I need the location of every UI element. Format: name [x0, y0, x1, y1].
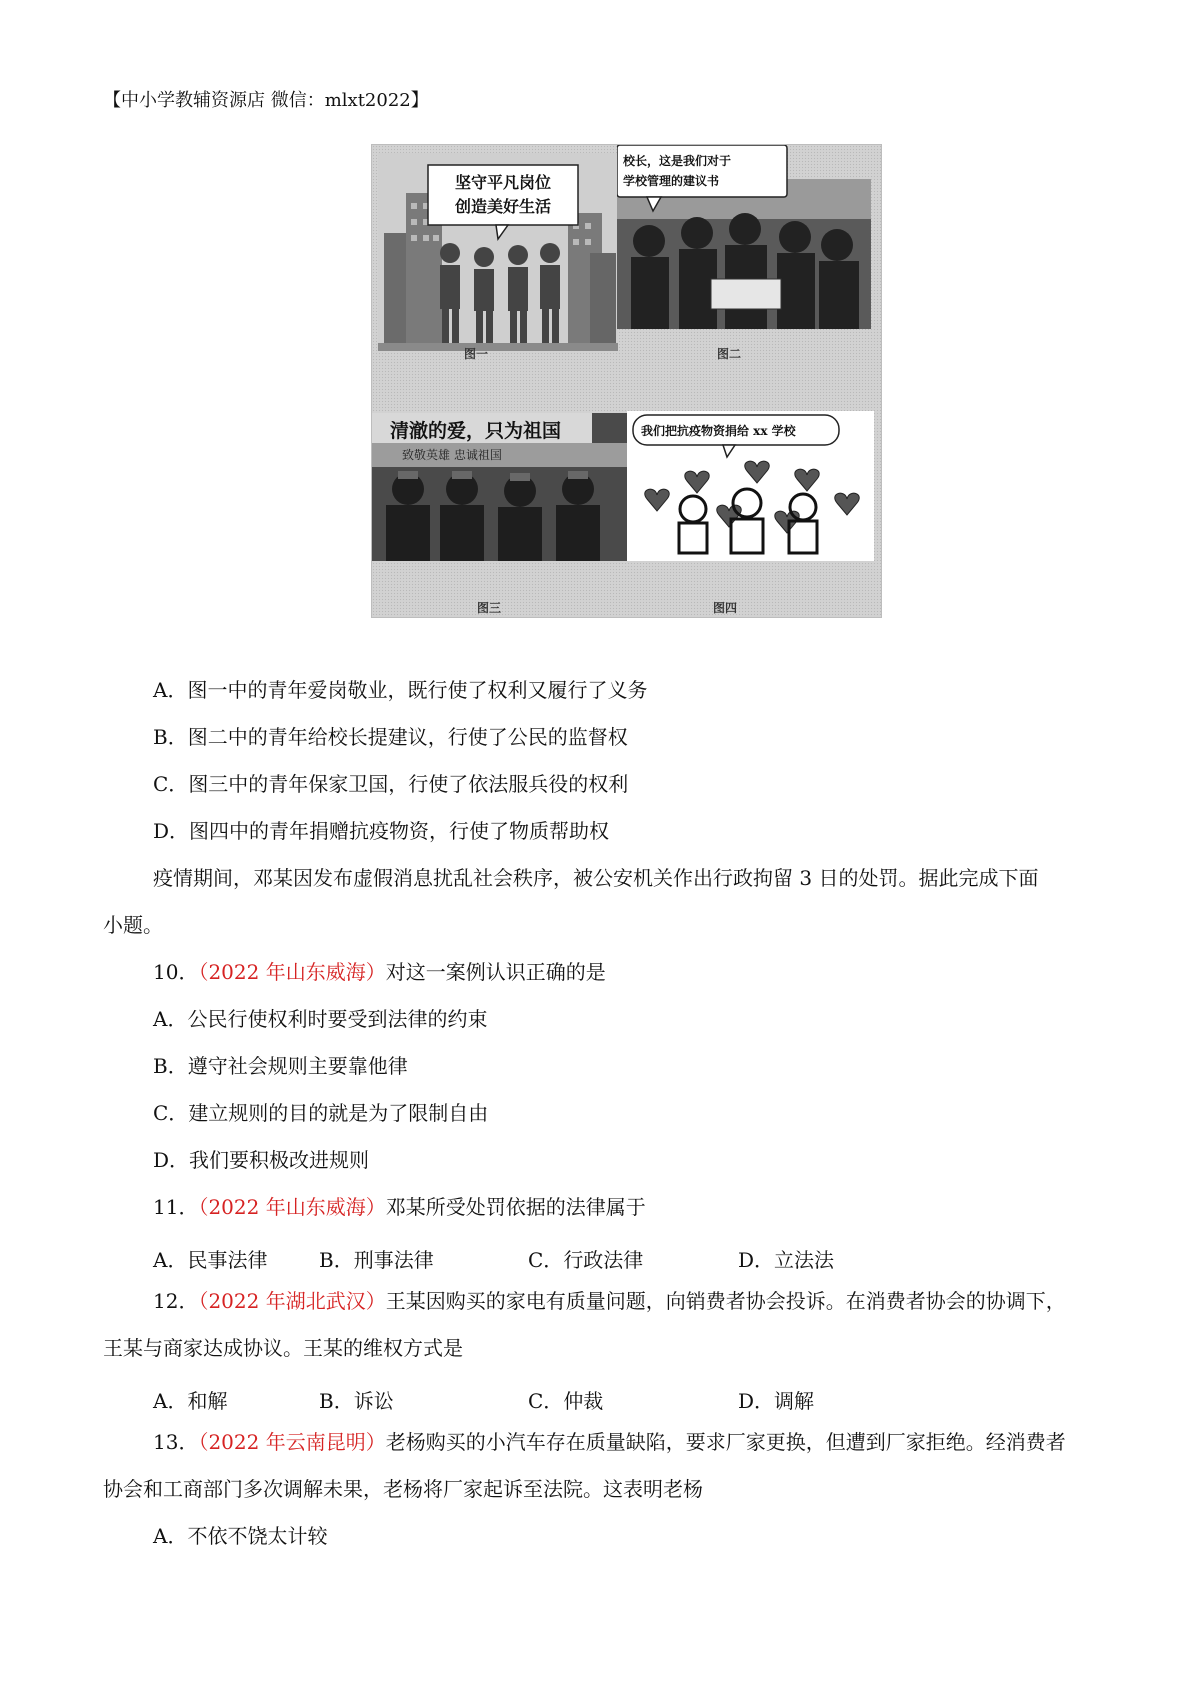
passage-line-2: 小题。 — [103, 913, 163, 937]
panel-1-bubble-line-2: 创造美好生活 — [454, 197, 551, 216]
q12-option-c: C．仲裁 — [528, 1389, 604, 1413]
q9-option-a: A．图一中的青年爱岗敬业，既行使了权利又履行了义务 — [153, 678, 648, 702]
q10-source: （2022 年山东威海） — [198, 960, 386, 984]
q10-option-b: B．遵守社会规则主要靠他律 — [153, 1054, 408, 1078]
figure-caption-3: 图三 — [477, 601, 502, 615]
q12-option-a: A．和解 — [153, 1389, 228, 1413]
q11-option-a: A．民事法律 — [153, 1248, 268, 1272]
q11-option-d: D．立法法 — [738, 1248, 835, 1272]
q11-option-b: B．刑事法律 — [319, 1248, 434, 1272]
q11-option-c: C．行政法律 — [528, 1248, 644, 1272]
figure-caption-4: 图四 — [713, 601, 738, 615]
q10-option-a: A．公民行使权利时要受到法律的约束 — [153, 1007, 488, 1031]
passage-line-1: 疫情期间，邓某因发布虚假消息扰乱社会秩序，被公安机关作出行政拘留 3 日的处罚。据此完成下面 — [153, 866, 1039, 890]
figure-panel-1 — [378, 153, 618, 351]
q9-option-b: B．图二中的青年给校长提建议，行使了公民的监督权 — [153, 725, 628, 749]
q9-option-d: D．图四中的青年捐赠抗疫物资，行使了物质帮助权 — [153, 819, 610, 843]
panel-3-sub-banner: 致敬英雄 忠诚祖国 — [402, 448, 502, 462]
figure-caption-1: 图一 — [464, 347, 489, 361]
panel-4-bubble: 我们把抗疫物资捐给 xx 学校 — [641, 424, 796, 438]
q12-option-b: B．诉讼 — [319, 1389, 394, 1413]
panel-1-bubble-line-1: 坚守平凡岗位 — [454, 173, 551, 192]
q11-source: （2022 年山东威海） — [198, 1195, 386, 1219]
q12-stem: 12．（2022 年湖北武汉）王某因购买的家电有质量问题，向销费者协会投诉。在消费者协会的协调下， — [153, 1289, 1066, 1313]
q13-stem-line-2: 协会和工商部门多次调解未果，老杨将厂家起诉至法院。这表明老杨 — [103, 1477, 703, 1501]
q11-stem: 11．（2022 年山东威海）邓某所受处罚依据的法律属于 — [153, 1195, 646, 1219]
q12-source: （2022 年湖北武汉） — [198, 1289, 386, 1313]
panel-2-bubble-line-1: 校长，这是我们对于 — [623, 154, 732, 168]
q13-option-a: A．不依不饶太计较 — [153, 1524, 328, 1548]
q10-stem: 10．（2022 年山东威海）对这一案例认识正确的是 — [153, 960, 606, 984]
page-header: 【中小学教辅资源店 微信：mlxt2022】 — [103, 90, 429, 111]
figure-panel-3 — [372, 413, 628, 561]
q13-stem: 13．（2022 年云南昆明）老杨购买的小汽车存在质量缺陷，要求厂家更换，但遭到厂家拒绝。经消费者 — [153, 1430, 1066, 1454]
figure-panel-2 — [617, 145, 871, 357]
q12-stem-line-2: 王某与商家达成协议。王某的维权方式是 — [103, 1336, 463, 1360]
q10-option-c: C．建立规则的目的就是为了限制自由 — [153, 1101, 489, 1125]
figure-panel-4 — [627, 411, 874, 561]
question-figure — [371, 144, 882, 618]
figure-caption-2: 图二 — [717, 347, 742, 361]
q12-option-d: D．调解 — [738, 1389, 815, 1413]
q9-option-c: C．图三中的青年保家卫国，行使了依法服兵役的权利 — [153, 772, 629, 796]
q10-option-d: D．我们要积极改进规则 — [153, 1148, 370, 1172]
q13-source: （2022 年云南昆明） — [198, 1430, 386, 1454]
panel-2-bubble-line-2: 学校管理的建议书 — [623, 174, 720, 188]
panel-3-banner: 清澈的爱，只为祖国 — [390, 420, 562, 442]
